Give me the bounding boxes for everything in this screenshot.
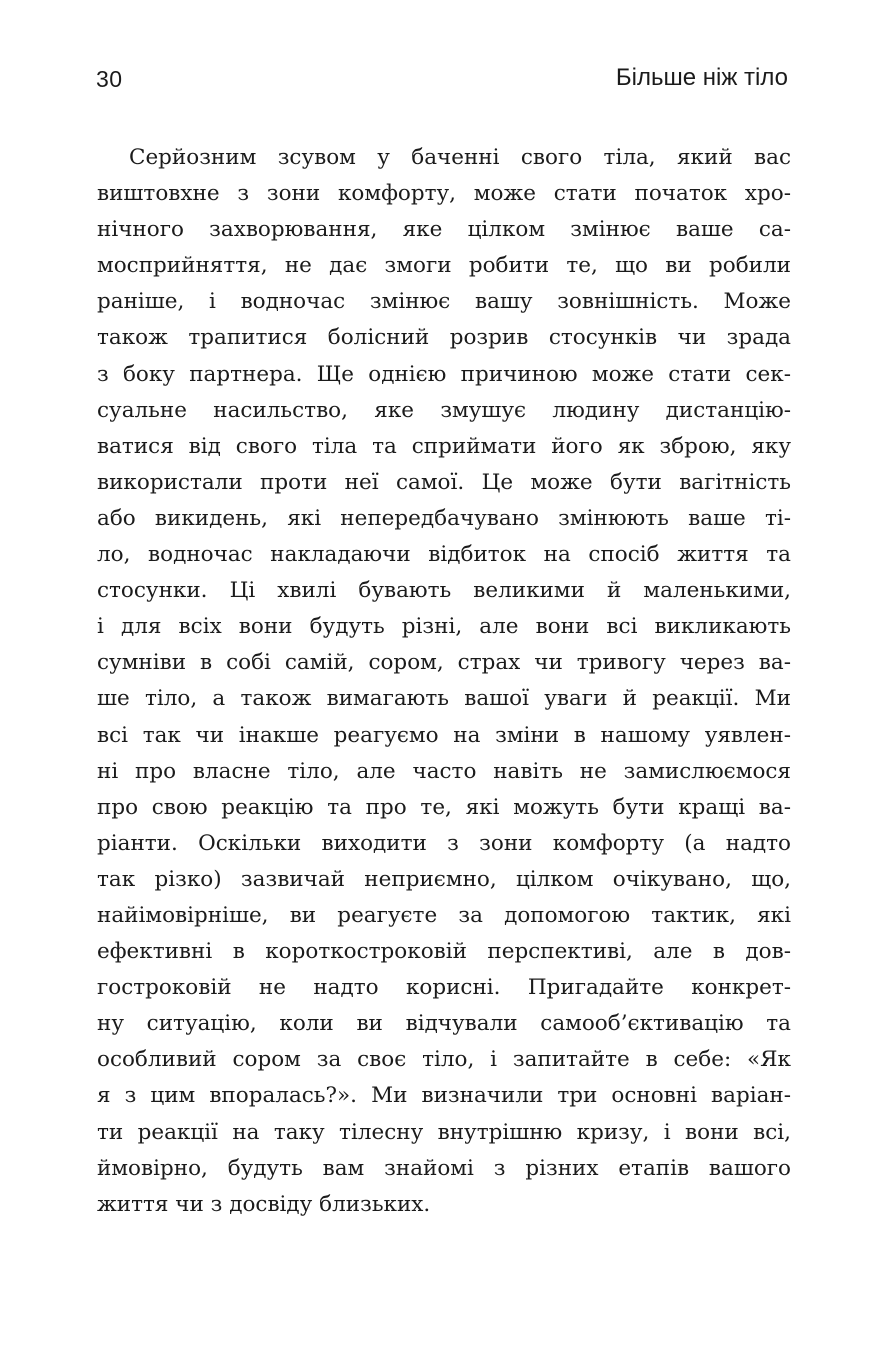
text-line: ефективні в короткостроковій перспективі, але в дов- [97,939,791,965]
text-line: Серйозним зсувом у баченні свого тіла, який вас [129,145,791,170]
text-line: стосунки. Ці хвилі бувають великими й маленькими, [97,578,791,604]
text-line: нічного захворювання, яке цілком змінює ваше са- [97,217,791,243]
text-line: я з цим впоралась?». Ми визначили три основні варіан- [97,1083,791,1109]
text-line: мосприйняття, не дає змоги робити те, що ви робили [97,253,791,279]
text-line: найімовірніше, ви реагуєте за допомогою тактик, які [97,902,791,928]
text-line: ні про власне тіло, але часто навіть не замислюємося [97,758,791,784]
text-line: ріанти. Оскільки виходити з зони комфорту (а надто [97,830,791,856]
text-line: з боку партнера. Ще однією причиною може стати сек- [97,361,791,387]
text-line: ше тіло, а також вимагають вашої уваги й реакції. Ми [97,686,791,712]
text-line: ймовірно, будуть вам знайомі з різних етапів вашого [97,1155,791,1181]
text-line: сумніви в собі самій, сором, страх чи тривогу через ва- [97,650,791,676]
text-line: також трапитися болісний розрив стосунків чи зрада [97,325,791,351]
text-line: раніше, і водночас змінює вашу зовнішність. Може [97,289,791,315]
page-number: 30 [96,66,123,92]
text-line: гостроковій не надто корисні. Пригадайте конкрет- [97,975,791,1001]
text-line: особливий сором за своє тіло, і запитайте в себе: «Як [97,1047,791,1073]
running-title: Більше ніж тіло [615,64,788,91]
text-line: ну ситуацію, коли ви відчували самооб’єктивацію та [97,1011,791,1037]
text-line: всі так чи інакше реагуємо на зміни в нашому уявлен- [97,722,791,748]
body-paragraph [97,140,791,1223]
text-line: ти реакції на таку тілесну внутрішню кризу, і вони всі, [97,1119,791,1145]
text-line: використали проти неї самої. Це може бути вагітність [97,469,791,495]
text-line: про свою реакцію та про те, які можуть бути кращі ва- [97,794,791,820]
text-line: ло, водночас накладаючи відбиток на спосіб життя та [97,542,791,568]
text-line: життя чи з досвіду близьких. [97,1191,431,1217]
text-line: або викидень, які непередбачувано змінюють ваше ті- [97,505,791,531]
text-line: і для всіх вони будуть різні, але вони всі викликають [97,614,791,640]
text-line: так різко) зазвичай неприємно, цілком очікувано, що, [97,866,791,892]
text-line: ватися від свого тіла та сприймати його як зброю, яку [97,433,791,459]
text-line: суальне насильство, яке змушує людину дистанцію- [97,397,791,423]
text-line: виштовхне з зони комфорту, може стати початок хро- [97,181,791,207]
